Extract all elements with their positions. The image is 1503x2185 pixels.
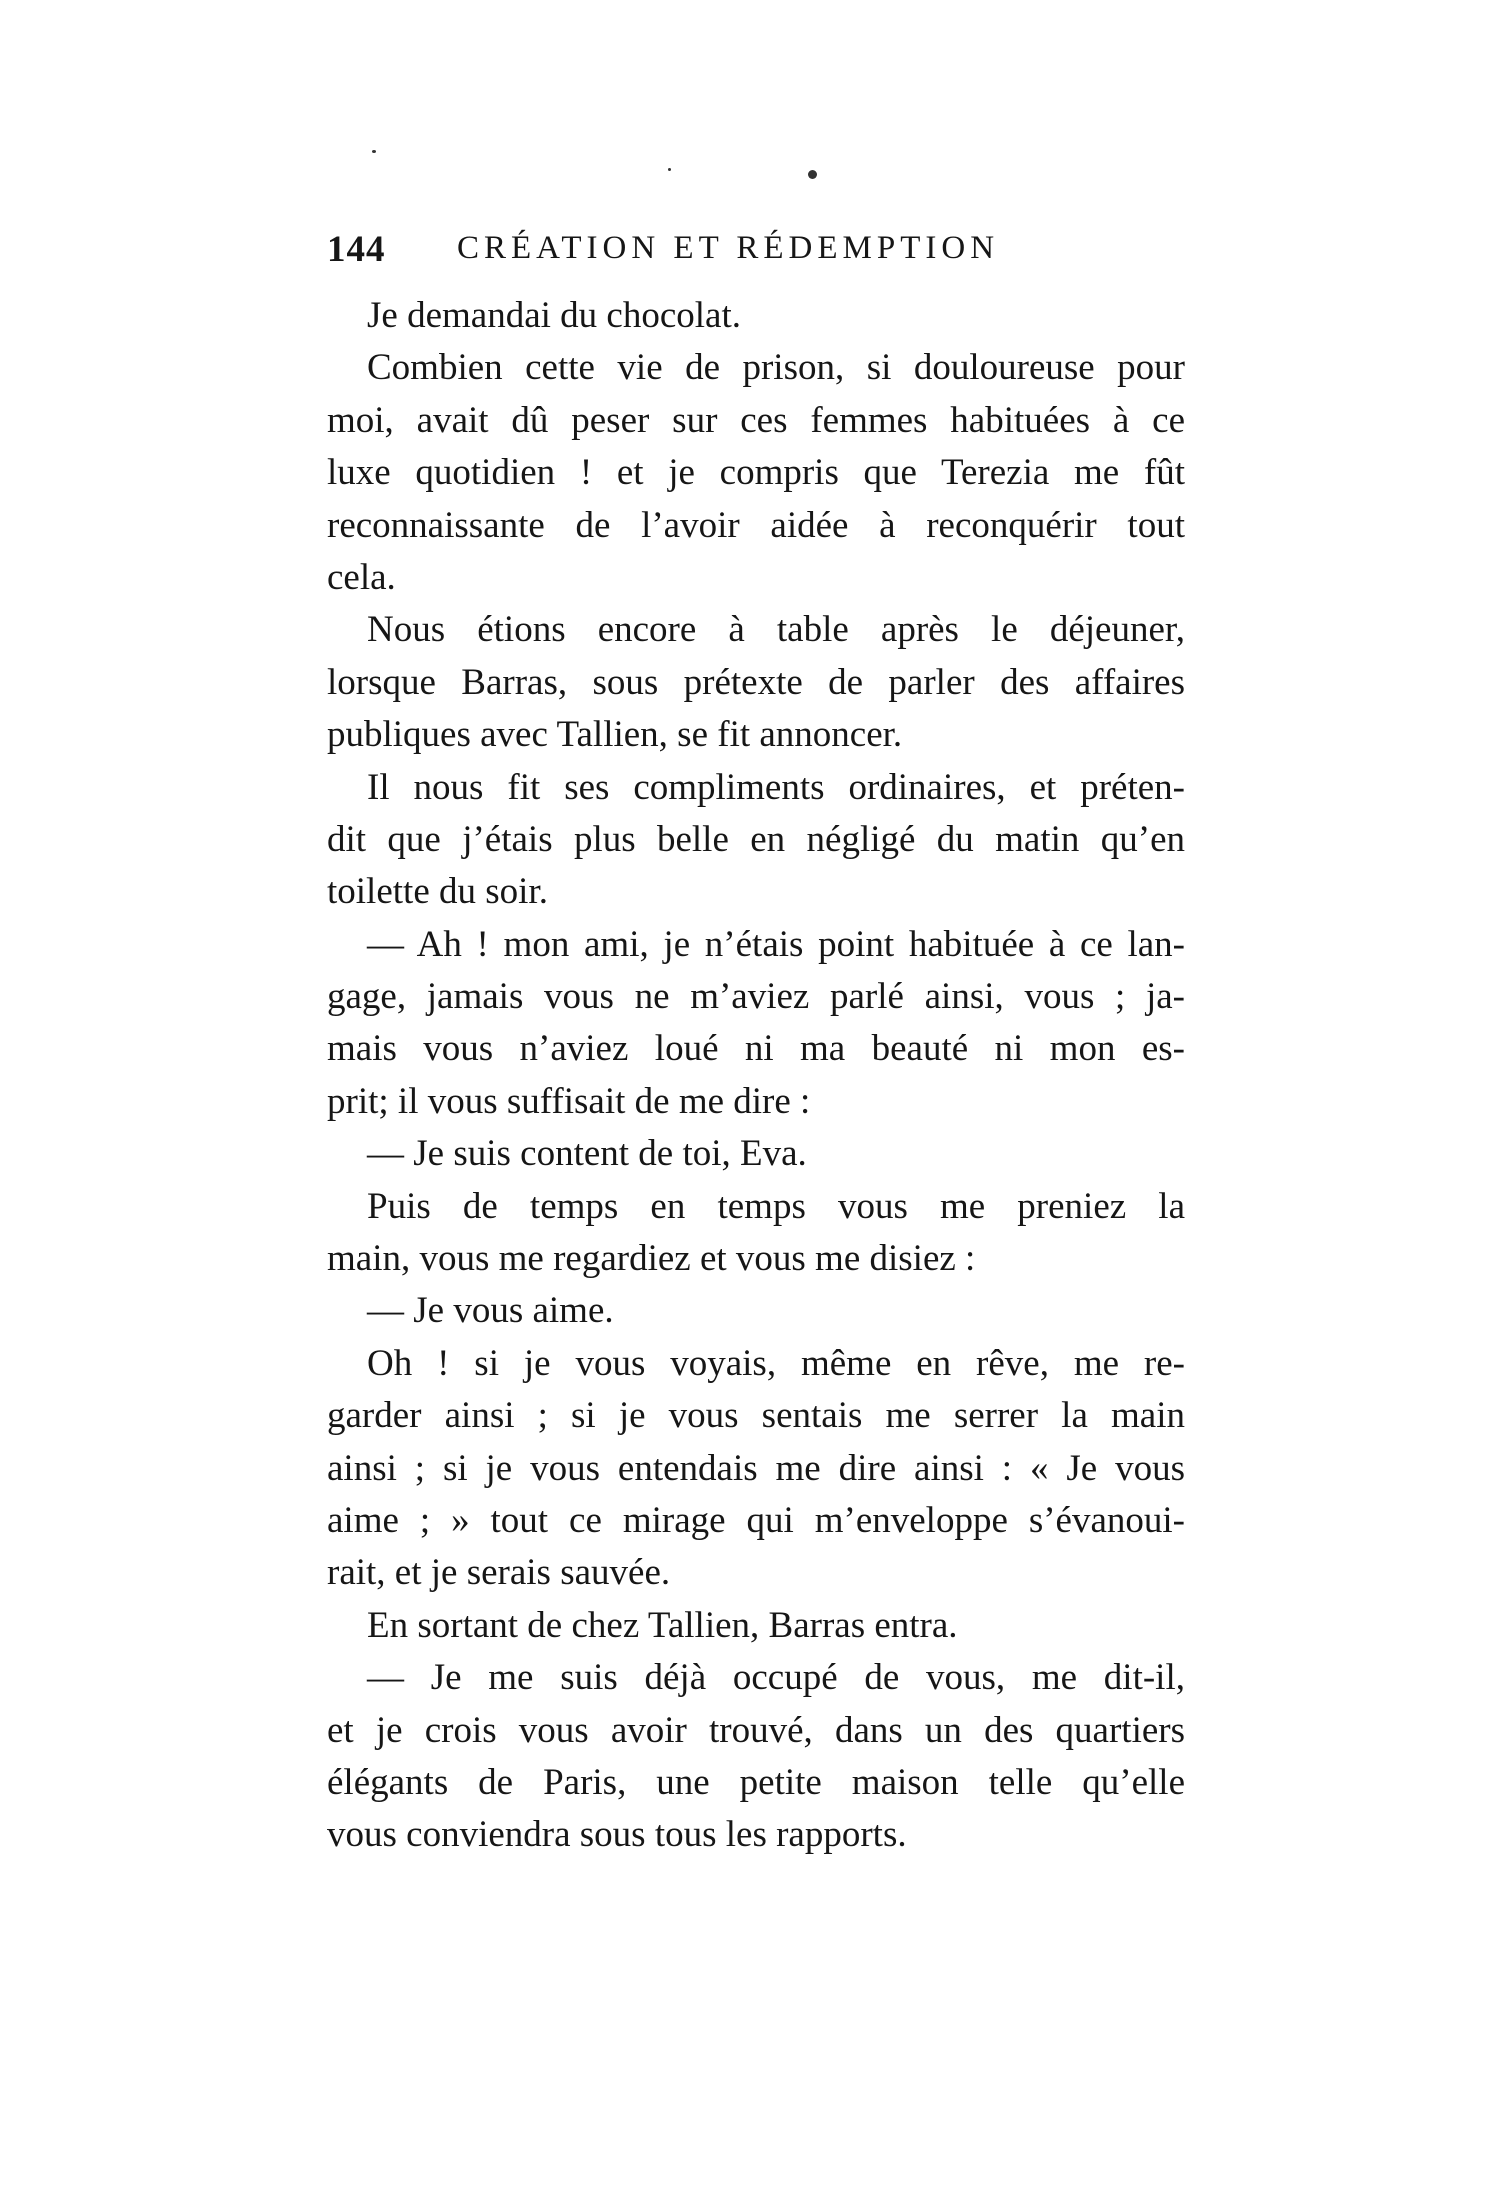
- text-line: Je demandai du chocolat.: [367, 295, 741, 336]
- text-line: dit que j’étais plus belle en négligé du matin qu’en: [327, 818, 1185, 860]
- text-line: lorsque Barras, sous prétexte de parler des affaires: [327, 661, 1185, 703]
- text-line: — Je vous aime.: [367, 1290, 614, 1332]
- ink-speck: [808, 170, 817, 179]
- text-line: aime ; » tout ce mirage qui m’enveloppe s’évanoui-: [327, 1499, 1185, 1541]
- page-header: [327, 228, 1187, 284]
- text-line: Nous étions encore à table après le déjeuner,: [367, 609, 1185, 651]
- text-line: main, vous me regardiez et vous me disiez :: [327, 1238, 976, 1280]
- text-line: publiques avec Tallien, se fit annoncer.: [327, 714, 903, 756]
- text-line: élégants de Paris, une petite maison telle qu’elle: [327, 1761, 1185, 1803]
- text-line: prit; il vous suffisait de me dire :: [327, 1080, 811, 1122]
- text-line: ainsi ; si je vous entendais me dire ainsi : « Je vous: [327, 1447, 1185, 1489]
- ink-speck: [668, 168, 671, 171]
- text-line: Combien cette vie de prison, si douloureuse pour: [367, 347, 1185, 389]
- text-line: reconnaissante de l’avoir aidée à reconquérir tout: [327, 504, 1185, 546]
- text-line: En sortant de chez Tallien, Barras entra.: [367, 1604, 958, 1646]
- ink-speck: [372, 150, 376, 153]
- text-line: moi, avait dû peser sur ces femmes habituées à ce: [327, 399, 1185, 441]
- text-line: toilette du soir.: [327, 871, 548, 913]
- text-line: gage, jamais vous ne m’aviez parlé ainsi, vous ; ja-: [327, 976, 1185, 1018]
- text-line: — Je me suis déjà occupé de vous, me dit-il,: [367, 1657, 1185, 1699]
- page-number: 144: [327, 229, 386, 270]
- body-text: [327, 290, 1185, 1862]
- text-line: luxe quotidien ! et je compris que Terezia me fût: [327, 452, 1185, 494]
- text-line: cela.: [327, 556, 396, 598]
- running-title: CRÉATION ET RÉDEMPTION: [457, 230, 1000, 266]
- text-line: Il nous fit ses compliments ordinaires, et préten-: [367, 766, 1185, 808]
- text-line: et je crois vous avoir trouvé, dans un des quartiers: [327, 1709, 1185, 1751]
- text-line: rait, et je serais sauvée.: [327, 1552, 671, 1594]
- text-line: garder ainsi ; si je vous sentais me serrer la main: [327, 1395, 1185, 1437]
- text-line: vous conviendra sous tous les rapports.: [327, 1814, 907, 1856]
- text-line: mais vous n’aviez loué ni ma beauté ni mon es-: [327, 1028, 1185, 1070]
- text-line: — Ah ! mon ami, je n’étais point habituée à ce lan-: [367, 923, 1185, 965]
- text-line: Puis de temps en temps vous me preniez la: [367, 1185, 1185, 1227]
- text-line: Oh ! si je vous voyais, même en rêve, me re-: [367, 1342, 1185, 1384]
- text-line: — Je suis content de toi, Eva.: [367, 1133, 807, 1175]
